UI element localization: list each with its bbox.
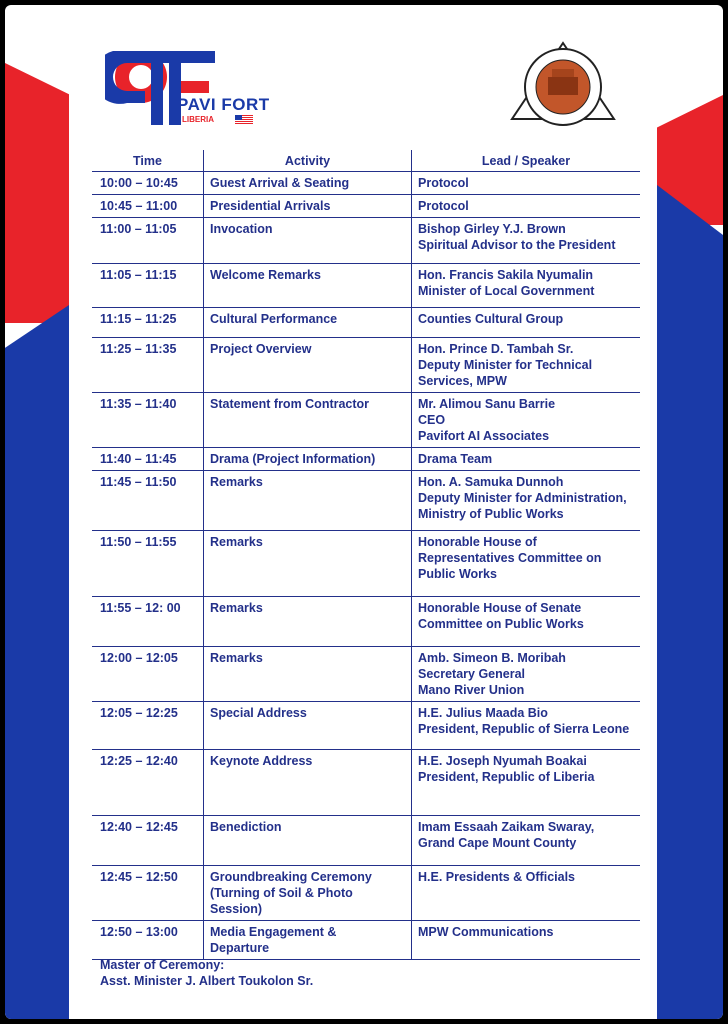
time-cell: 11:40 – 11:45 <box>92 448 204 471</box>
lead-line: Minister of Local Government <box>418 284 595 298</box>
time-cell: 11:15 – 11:25 <box>92 308 204 338</box>
activity-line: Media Engagement & <box>210 925 337 939</box>
table-row <box>92 338 640 393</box>
lead-cell <box>412 647 641 702</box>
activity-line: Remarks <box>210 651 263 665</box>
table-row <box>92 750 640 816</box>
lead-cell <box>412 264 641 308</box>
activity-line: Invocation <box>210 222 273 236</box>
time-cell: 12:45 – 12:50 <box>92 866 204 921</box>
table-row <box>92 264 640 308</box>
time-cell: 11:35 – 11:40 <box>92 393 204 448</box>
left-red-band <box>5 63 69 323</box>
activity-line: Remarks <box>210 601 263 615</box>
lead-line: Public Works <box>418 567 497 581</box>
activity-cell <box>204 218 412 264</box>
lead-line: H.E. Julius Maada Bio <box>418 706 548 720</box>
table-row <box>92 172 640 195</box>
lead-line: MPW Communications <box>418 925 554 939</box>
table-row <box>92 921 640 960</box>
master-of-ceremony <box>100 957 313 989</box>
left-blue-band <box>5 305 69 1019</box>
lead-cell <box>412 921 641 960</box>
activity-line: Presidential Arrivals <box>210 199 331 213</box>
activity-cell <box>204 393 412 448</box>
mc-label: Master of Ceremony: <box>100 958 225 972</box>
time-cell: 11:25 – 11:35 <box>92 338 204 393</box>
activity-cell <box>204 172 412 195</box>
header-lead: Lead / Speaker <box>412 150 641 172</box>
time-cell: 12:25 – 12:40 <box>92 750 204 816</box>
lead-cell <box>412 338 641 393</box>
lead-line: H.E. Joseph Nyumah Boakai <box>418 754 587 768</box>
lead-line: CEO <box>418 413 446 427</box>
table-row <box>92 471 640 531</box>
lead-line: Honorable House of <box>418 535 537 549</box>
lead-cell <box>412 218 641 264</box>
activity-line: Benediction <box>210 820 282 834</box>
activity-line: Session) <box>210 902 263 916</box>
activity-line: Statement from Contractor <box>210 397 370 411</box>
time-cell: 10:00 – 10:45 <box>92 172 204 195</box>
mc-name: Asst. Minister J. Albert Toukolon Sr. <box>100 974 314 988</box>
time-cell: 11:55 – 12: 00 <box>92 597 204 647</box>
activity-line: Guest Arrival & Seating <box>210 176 350 190</box>
activity-line: Remarks <box>210 475 263 489</box>
lead-line: Ministry of Public Works <box>418 507 564 521</box>
table-row <box>92 448 640 471</box>
brand-country: LIBERIA <box>182 115 214 124</box>
lead-line: President, Republic of Sierra Leone <box>418 722 630 736</box>
table-row <box>92 195 640 218</box>
time-cell: 12:05 – 12:25 <box>92 702 204 750</box>
activity-cell <box>204 750 412 816</box>
time-cell: 11:00 – 11:05 <box>92 218 204 264</box>
lead-cell <box>412 702 641 750</box>
activity-line: Welcome Remarks <box>210 268 321 282</box>
lead-line: Hon. A. Samuka Dunnoh <box>418 475 564 489</box>
liberia-flag-icon <box>235 115 253 124</box>
activity-line: Remarks <box>210 535 263 549</box>
activity-cell <box>204 816 412 866</box>
lead-cell <box>412 393 641 448</box>
lead-line: Hon. Prince D. Tambah Sr. <box>418 342 574 356</box>
activity-line: Drama (Project Information) <box>210 452 376 466</box>
table-row <box>92 816 640 866</box>
activity-line: Groundbreaking Ceremony <box>210 870 372 884</box>
lead-line: Amb. Simeon B. Moribah <box>418 651 566 665</box>
lead-cell <box>412 195 641 218</box>
time-cell: 11:05 – 11:15 <box>92 264 204 308</box>
table-row <box>92 531 640 597</box>
lead-line: Counties Cultural Group <box>418 312 564 326</box>
lead-line: Hon. Francis Sakila Nyumalin <box>418 268 594 282</box>
lead-line: Secretary General <box>418 667 526 681</box>
activity-cell <box>204 308 412 338</box>
lead-line: Bishop Girley Y.J. Brown <box>418 222 566 236</box>
lead-line: Committee on Public Works <box>418 617 584 631</box>
table-row <box>92 597 640 647</box>
lead-line: Protocol <box>418 199 469 213</box>
lead-line: Spiritual Advisor to the President <box>418 238 616 252</box>
time-cell: 11:50 – 11:55 <box>92 531 204 597</box>
time-cell: 10:45 – 11:00 <box>92 195 204 218</box>
time-cell: 12:50 – 13:00 <box>92 921 204 960</box>
table-row <box>92 308 640 338</box>
right-blue-band <box>657 185 723 1019</box>
header-activity: Activity <box>204 150 412 172</box>
activity-cell <box>204 195 412 218</box>
lead-line: Drama Team <box>418 452 493 466</box>
lead-line: Representatives Committee on <box>418 551 602 565</box>
ministry-seal <box>508 39 618 129</box>
table-row <box>92 866 640 921</box>
activity-line: Special Address <box>210 706 307 720</box>
lead-cell <box>412 866 641 921</box>
lead-line: Honorable House of Senate <box>418 601 582 615</box>
table-row <box>92 393 640 448</box>
brand-name: PAVI FORT <box>177 95 270 114</box>
activity-line: Keynote Address <box>210 754 313 768</box>
header-time: Time <box>92 150 204 172</box>
activity-cell <box>204 531 412 597</box>
activity-cell <box>204 597 412 647</box>
lead-cell <box>412 471 641 531</box>
activity-cell <box>204 921 412 960</box>
activity-cell <box>204 866 412 921</box>
lead-cell <box>412 750 641 816</box>
lead-line: President, Republic of Liberia <box>418 770 595 784</box>
activity-cell <box>204 702 412 750</box>
table-row <box>92 647 640 702</box>
lead-cell <box>412 531 641 597</box>
lead-line: Pavifort AI Associates <box>418 429 550 443</box>
activity-line: Departure <box>210 941 270 955</box>
program-table <box>92 150 640 960</box>
activity-line: Project Overview <box>210 342 312 356</box>
lead-line: Deputy Minister for Administration, <box>418 491 627 505</box>
lead-cell <box>412 308 641 338</box>
lead-line: Mr. Alimou Sanu Barrie <box>418 397 556 411</box>
table-row <box>92 702 640 750</box>
time-cell: 12:00 – 12:05 <box>92 647 204 702</box>
lead-line: Grand Cape Mount County <box>418 836 577 850</box>
lead-cell <box>412 816 641 866</box>
lead-line: Mano River Union <box>418 683 525 697</box>
program-page <box>5 5 723 1019</box>
activity-line: (Turning of Soil & Photo <box>210 886 353 900</box>
lead-cell <box>412 172 641 195</box>
time-cell: 12:40 – 12:45 <box>92 816 204 866</box>
table-row <box>92 218 640 264</box>
lead-line: Imam Essaah Zaikam Swaray, <box>418 820 595 834</box>
lead-line: Protocol <box>418 176 469 190</box>
activity-cell <box>204 647 412 702</box>
activity-cell <box>204 264 412 308</box>
lead-cell <box>412 597 641 647</box>
lead-cell <box>412 448 641 471</box>
activity-cell <box>204 471 412 531</box>
lead-line: H.E. Presidents & Officials <box>418 870 575 884</box>
activity-cell <box>204 338 412 393</box>
lead-line: Services, MPW <box>418 374 507 388</box>
lead-line: Deputy Minister for Technical <box>418 358 593 372</box>
table-header-row <box>92 150 640 172</box>
time-cell: 11:45 – 11:50 <box>92 471 204 531</box>
activity-line: Cultural Performance <box>210 312 338 326</box>
activity-cell <box>204 448 412 471</box>
